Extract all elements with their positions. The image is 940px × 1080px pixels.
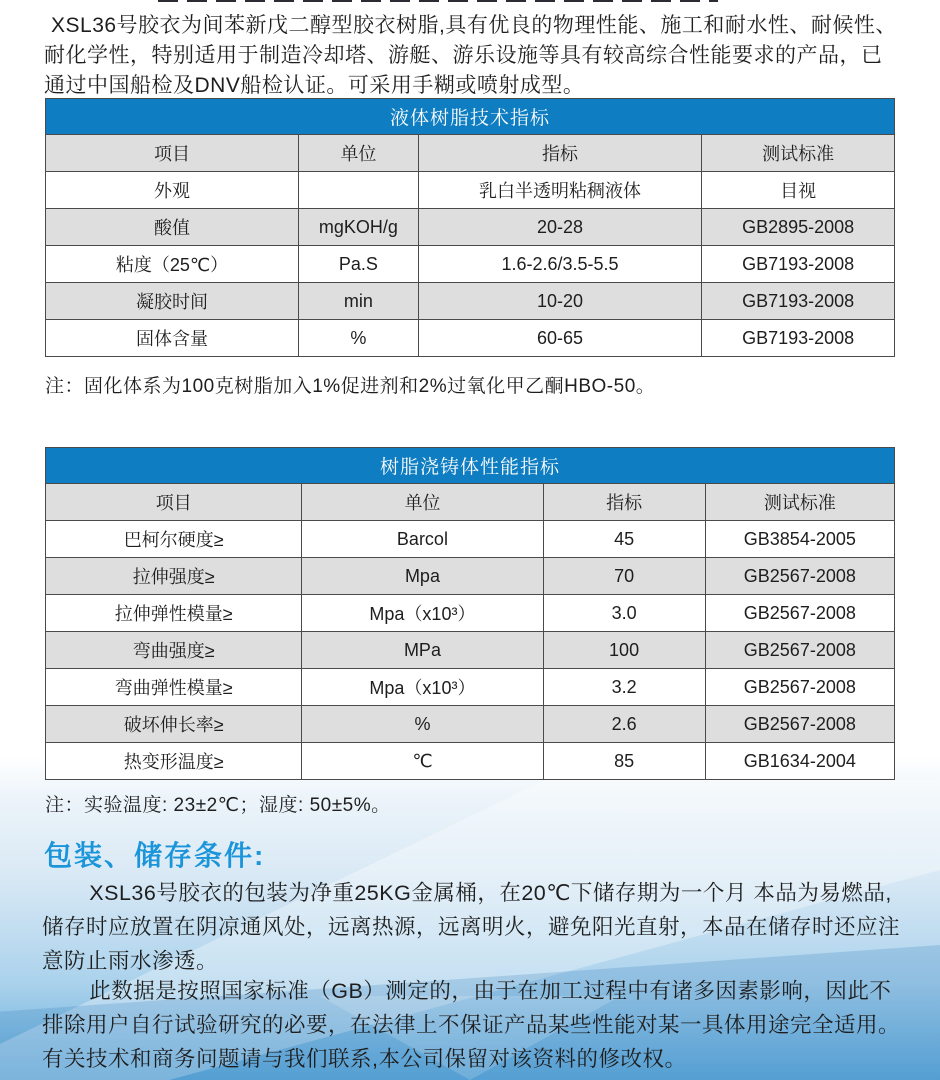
table-cell: 10-20 <box>418 283 702 320</box>
table-cell: GB7193-2008 <box>702 320 895 357</box>
table-cell: GB2567-2008 <box>705 706 894 743</box>
table-cell: Mpa <box>302 558 543 595</box>
table-cell: GB2567-2008 <box>705 632 894 669</box>
column-header: 测试标准 <box>702 135 895 172</box>
table-cell: GB1634-2004 <box>705 743 894 780</box>
table-row <box>46 246 895 283</box>
table-cell: 拉伸强度≥ <box>46 558 302 595</box>
storage-section-heading: 包装、储存条件: <box>44 840 266 871</box>
table-cell: 目视 <box>702 172 895 209</box>
column-header: 单位 <box>302 484 543 521</box>
table-cell: 破坏伸长率≥ <box>46 706 302 743</box>
table-cell: Pa.S <box>299 246 419 283</box>
table-cell: GB2567-2008 <box>705 558 894 595</box>
table-row <box>46 320 895 357</box>
table-cell: GB3854-2005 <box>705 521 894 558</box>
table-cell: 70 <box>543 558 705 595</box>
table-row <box>46 209 895 246</box>
table-cell: 凝胶时间 <box>46 283 299 320</box>
casting-performance-table <box>45 447 895 780</box>
packaging-storage-paragraph: XSL36号胶衣的包装为净重25KG金属桶，在20℃下储存期为一个月 本品为易燃品,储存时应放置在阴凉通风处，远离热源，远离明火，避免阳光直射，本品在储存时还应注意防止雨水渗透。 <box>42 881 901 973</box>
table-cell: 3.0 <box>543 595 705 632</box>
table-header-row <box>46 135 895 172</box>
table-cell: 粘度（25℃） <box>46 246 299 283</box>
table-row <box>46 632 895 669</box>
disclaimer-paragraph: 此数据是按照国家标准（GB）测定的，由于在加工过程中有诸多因素影响，因此不排除用户自行试验研究的必要，在法律上不保证产品某些性能对某一具体用途完全适用。有关技术和商务问题请与我们联系,本公司保留对该资料的修改权。 <box>42 979 901 1071</box>
table-cell: 60-65 <box>418 320 702 357</box>
table-cell: % <box>302 706 543 743</box>
table-header-row <box>46 484 895 521</box>
table-cell: GB2895-2008 <box>702 209 895 246</box>
column-header: 测试标准 <box>705 484 894 521</box>
table-cell: ℃ <box>302 743 543 780</box>
table-cell: Mpa（x10³） <box>302 595 543 632</box>
column-header: 项目 <box>46 484 302 521</box>
table-row <box>46 743 895 780</box>
product-intro-paragraph: XSL36号胶衣为间苯新戊二醇型胶衣树脂,具有优良的物理性能、施工和耐水性、耐候性、耐化学性，特别适用于制造冷却塔、游艇、游乐设施等具有较高综合性能要求的产品，已通过中国船检及DNV船检认证。可采用手糊或喷射成型。 <box>44 14 897 97</box>
table-cell: 85 <box>543 743 705 780</box>
column-header: 指标 <box>418 135 702 172</box>
table-cell: Barcol <box>302 521 543 558</box>
table-cell: 热变形温度≥ <box>46 743 302 780</box>
table-cell: GB2567-2008 <box>705 669 894 706</box>
table-cell: % <box>299 320 419 357</box>
column-header: 单位 <box>299 135 419 172</box>
table-row <box>46 706 895 743</box>
table-cell: 弯曲弹性模量≥ <box>46 669 302 706</box>
table-cell: GB2567-2008 <box>705 595 894 632</box>
curing-system-note: 注：固化体系为100克树脂加入1%促进剂和2%过氧化甲乙酮HBO-50。 <box>45 376 656 397</box>
table-cell: 固体含量 <box>46 320 299 357</box>
table-row <box>46 172 895 209</box>
table-row <box>46 283 895 320</box>
clipped-text-artifact <box>158 0 718 2</box>
table-row <box>46 558 895 595</box>
table-cell: 拉伸弹性模量≥ <box>46 595 302 632</box>
table-cell: min <box>299 283 419 320</box>
table-cell: 乳白半透明粘稠液体 <box>418 172 702 209</box>
table-cell: GB7193-2008 <box>702 283 895 320</box>
spec-table <box>45 483 895 780</box>
column-header: 项目 <box>46 135 299 172</box>
table-row <box>46 669 895 706</box>
table-row <box>46 595 895 632</box>
table-cell: 100 <box>543 632 705 669</box>
test-conditions-note: 注：实验温度: 23±2℃；湿度: 50±5%。 <box>45 795 391 816</box>
table-cell: MPa <box>302 632 543 669</box>
table-cell: 酸值 <box>46 209 299 246</box>
column-header: 指标 <box>543 484 705 521</box>
table-title: 树脂浇铸体性能指标 <box>45 447 895 483</box>
table-cell: 45 <box>543 521 705 558</box>
table-cell: 3.2 <box>543 669 705 706</box>
table-row <box>46 521 895 558</box>
table-title: 液体树脂技术指标 <box>45 98 895 134</box>
table-cell: Mpa（x10³） <box>302 669 543 706</box>
table-cell: 20-28 <box>418 209 702 246</box>
liquid-resin-table <box>45 98 895 357</box>
table-cell <box>299 172 419 209</box>
table-cell: 弯曲强度≥ <box>46 632 302 669</box>
table-cell: 巴柯尔硬度≥ <box>46 521 302 558</box>
table-cell: GB7193-2008 <box>702 246 895 283</box>
table-cell: mgKOH/g <box>299 209 419 246</box>
table-cell: 2.6 <box>543 706 705 743</box>
table-cell: 外观 <box>46 172 299 209</box>
table-cell: 1.6-2.6/3.5-5.5 <box>418 246 702 283</box>
spec-table <box>45 134 895 357</box>
